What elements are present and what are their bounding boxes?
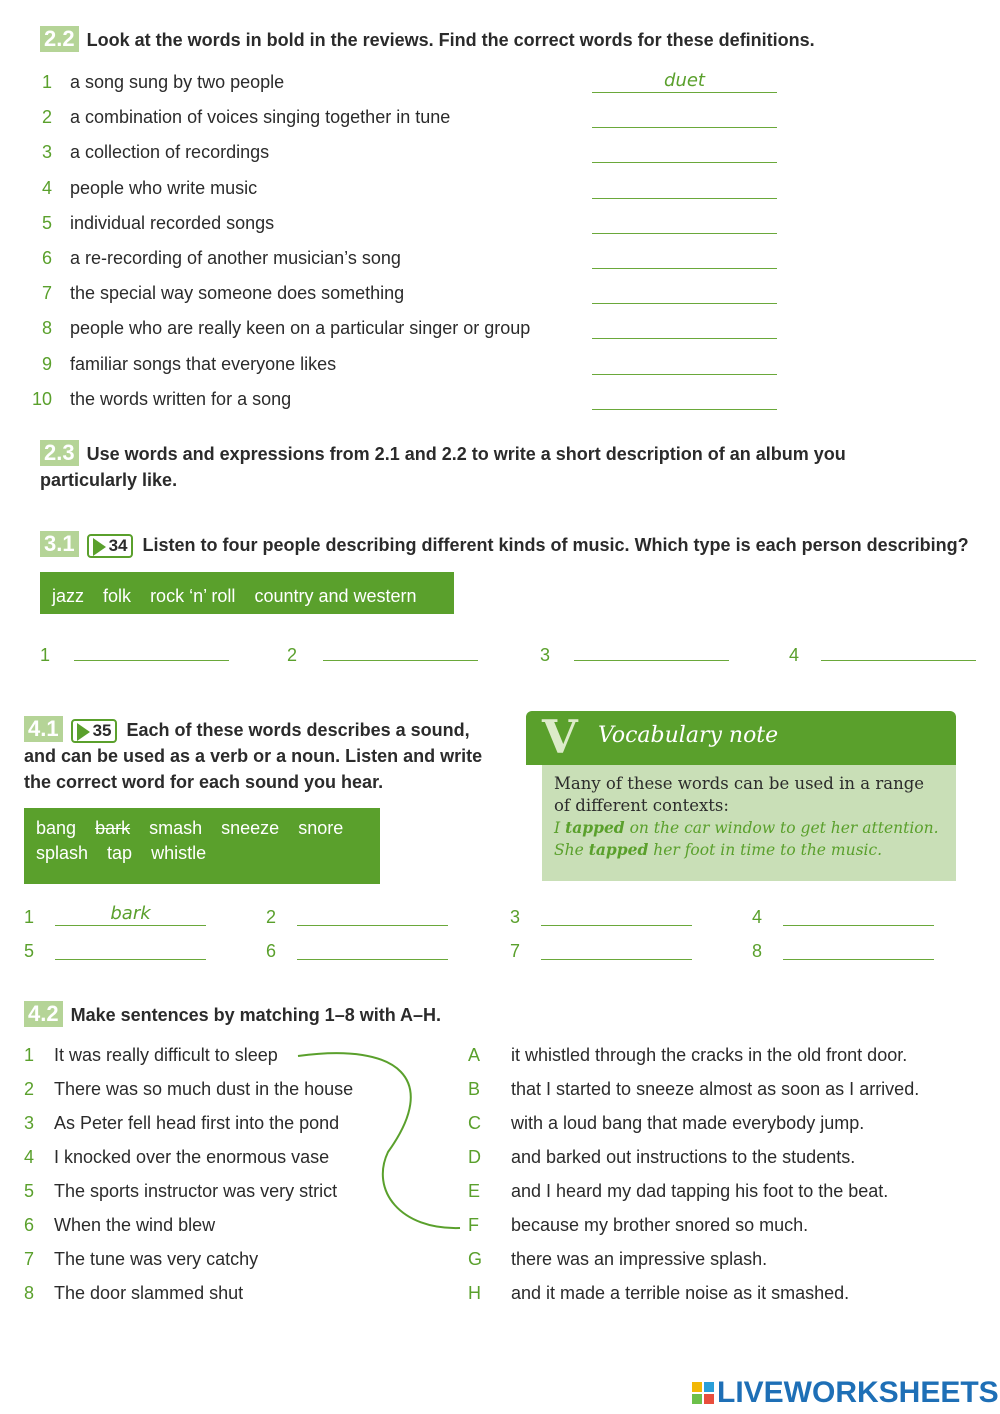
ex41-word: splash	[36, 843, 89, 863]
ex31-blank-4	[789, 645, 976, 666]
ex31-blank-2	[287, 645, 478, 666]
definition-text: a re-recording of another musician’s song	[70, 248, 401, 268]
item-letter: C	[468, 1113, 481, 1133]
blank-number: 2	[266, 907, 277, 927]
match-connector-line	[290, 1040, 470, 1240]
item-letter: G	[468, 1249, 483, 1269]
blank-number: 8	[752, 941, 763, 961]
item-number: 2	[41, 107, 52, 128]
ex41-word: smash	[149, 818, 203, 838]
item-letter: E	[468, 1181, 481, 1201]
vocab-example-text: her foot in time to the music.	[648, 841, 883, 859]
item-number: 8	[41, 318, 52, 339]
definition-row	[28, 283, 404, 304]
item-number: 1	[41, 72, 52, 92]
sentence-start: The tune was very catchy	[54, 1249, 259, 1269]
vocab-note-line2: of different contexts:	[554, 796, 729, 815]
ex22-badge: 2.2	[40, 26, 79, 52]
ex42-instruction: Make sentences by matching 1–8 with A–H.	[70, 1005, 442, 1025]
answer-field[interactable]	[297, 903, 448, 926]
ex23-badge: 2.3	[40, 440, 79, 466]
answer-field[interactable]	[55, 937, 206, 960]
item-number: 9	[41, 353, 52, 374]
vocab-example-text: She	[554, 841, 589, 859]
definition-text: individual recorded songs	[70, 212, 275, 233]
ex41-word-crossed: bark	[95, 818, 131, 838]
vocab-example-bold: tapped	[565, 818, 625, 837]
ex31-badge: 3.1	[40, 531, 79, 557]
answer-field[interactable]	[592, 352, 777, 375]
blank-number: 4	[752, 907, 763, 927]
answer-field[interactable]	[592, 140, 777, 163]
ex41-instruction-line3: the correct word for each sound you hear.	[24, 772, 384, 793]
play-icon	[93, 538, 106, 556]
item-number: 3	[41, 142, 52, 163]
definition-text: the special way someone does something	[70, 283, 405, 304]
answer-field[interactable]	[783, 903, 934, 926]
answer-field[interactable]: bark	[55, 903, 206, 926]
item-number: 7	[24, 1249, 35, 1269]
ex31-audio-button[interactable]	[87, 534, 133, 558]
sentence-end: and it made a terrible noise as it smashed.	[511, 1283, 850, 1303]
item-number: 3	[24, 1113, 35, 1133]
match-right-item	[468, 1045, 907, 1066]
ex22-heading	[40, 26, 815, 53]
ex41-word: bang	[36, 818, 77, 838]
ex41-word-box	[24, 808, 380, 884]
sentence-start: As Peter fell head first into the pond	[54, 1113, 340, 1133]
answer-line[interactable]	[323, 660, 478, 661]
ex41-audio-track: 35	[92, 721, 112, 741]
sentence-end: it whistled through the cracks in the old front door.	[511, 1045, 908, 1065]
answer-field[interactable]	[592, 211, 777, 234]
item-number: 5	[24, 1181, 35, 1201]
ex31-word: country and western	[254, 586, 417, 606]
vocab-note-body	[542, 765, 956, 881]
ex31-word-box	[40, 572, 454, 614]
item-letter: D	[468, 1147, 481, 1167]
vocab-example-text: I	[554, 819, 566, 837]
ex31-heading	[40, 531, 969, 558]
item-number: 10	[31, 388, 52, 409]
answer-field[interactable]	[592, 281, 777, 304]
definition-text: a collection of recordings	[70, 142, 270, 163]
definition-text: a song sung by two people	[70, 72, 285, 92]
definition-row	[28, 318, 530, 339]
sentence-end: and I heard my dad tapping his foot to the beat.	[511, 1181, 889, 1201]
item-number: 1	[24, 1045, 35, 1065]
ex31-blank-3	[540, 645, 729, 666]
definition-text: people who are really keen on a particular singer or group	[70, 318, 531, 339]
item-letter: F	[468, 1215, 479, 1235]
match-left-item	[24, 1045, 278, 1066]
blank-number: 7	[510, 941, 521, 961]
definition-row	[28, 354, 336, 375]
item-number: 4	[41, 177, 52, 198]
definition-row	[28, 389, 291, 410]
ex42-heading	[24, 1001, 441, 1028]
answer-field[interactable]	[592, 316, 777, 339]
ex31-instruction: Listen to four people describing different kinds of music. Which type is each person describing?	[142, 535, 969, 555]
sentence-end: that I started to sneeze almost as soon as I arrived.	[511, 1079, 920, 1099]
ex41-audio-button[interactable]	[71, 719, 117, 743]
sentence-end: and barked out instructions to the students.	[511, 1147, 856, 1167]
vocab-example-2	[554, 839, 956, 861]
sentence-start: When the wind blew	[54, 1215, 216, 1235]
ex41-word: tap	[107, 843, 133, 863]
ex41-word: sneeze	[221, 818, 280, 838]
definition-text: familiar songs that everyone likes	[70, 353, 337, 374]
match-right-item	[468, 1249, 767, 1270]
answer-line[interactable]	[821, 660, 976, 661]
blank-number: 2	[287, 645, 298, 665]
answer-field[interactable]	[541, 903, 692, 926]
vocab-note-header	[526, 711, 956, 765]
match-right-item	[468, 1181, 888, 1202]
definition-text: the words written for a song	[70, 388, 292, 409]
sentence-start: I knocked over the enormous vase	[54, 1147, 330, 1167]
item-letter: H	[468, 1283, 481, 1303]
item-number: 5	[41, 212, 52, 233]
ex41-word: whistle	[151, 843, 207, 863]
blank-number: 1	[40, 645, 51, 665]
vocab-example-bold: tapped	[588, 840, 649, 859]
item-number: 4	[24, 1147, 35, 1167]
blank-number: 5	[24, 941, 35, 961]
blank-number: 6	[266, 941, 277, 961]
definition-row	[28, 213, 274, 234]
answer-field[interactable]	[783, 937, 934, 960]
match-right-item	[468, 1113, 864, 1134]
definition-row	[28, 72, 284, 93]
answer-field[interactable]	[297, 937, 448, 960]
ex41-instruction-line2: and can be used as a verb or a noun. Listen and write	[24, 746, 483, 767]
definition-text: a combination of voices singing together in tune	[70, 107, 451, 128]
item-number: 6	[41, 248, 52, 268]
answer-field[interactable]	[592, 387, 777, 410]
answer-line[interactable]	[74, 660, 229, 661]
sentence-start: There was so much dust in the house	[54, 1079, 354, 1099]
ex31-word: jazz	[52, 586, 85, 606]
ex31-audio-track: 34	[108, 536, 128, 556]
definition-text: people who write music	[70, 177, 258, 198]
sentence-start: The sports instructor was very strict	[54, 1181, 338, 1201]
match-left-item	[24, 1147, 329, 1168]
definition-row	[28, 248, 401, 269]
definition-row	[28, 178, 257, 199]
ex41-heading	[24, 716, 504, 795]
definition-row	[28, 107, 450, 128]
answer-field[interactable]	[592, 176, 777, 199]
answer-field[interactable]: duet	[592, 70, 777, 93]
answer-field[interactable]	[541, 937, 692, 960]
match-right-item	[468, 1215, 808, 1236]
match-right-item	[468, 1147, 855, 1168]
blank-number: 3	[540, 645, 551, 665]
vocab-example-text: on the car window to get her attention.	[624, 819, 939, 837]
item-number: 2	[24, 1079, 35, 1099]
answer-field[interactable]	[592, 105, 777, 128]
definition-row	[28, 142, 269, 163]
match-right-item	[468, 1079, 919, 1100]
answer-field[interactable]	[592, 246, 777, 269]
item-letter: A	[468, 1045, 481, 1065]
sentence-end: with a loud bang that made everybody jump.	[511, 1113, 865, 1133]
ex23-instruction-line1: Use words and expressions from 2.1 and 2.2 to write a short description of an album you	[86, 444, 846, 464]
liveworksheets-logo	[692, 1376, 999, 1410]
ex31-word: rock ‘n’ roll	[150, 586, 236, 606]
match-left-item	[24, 1215, 215, 1236]
sentence-start: The door slammed shut	[54, 1283, 244, 1303]
ex23-instruction-line2: particularly like.	[40, 470, 178, 490]
blank-number: 4	[789, 645, 800, 665]
vocab-example-1	[554, 817, 956, 839]
play-icon	[77, 723, 90, 741]
answer-line[interactable]	[574, 660, 729, 661]
logo-grid-icon	[692, 1382, 714, 1404]
item-number: 8	[24, 1283, 35, 1303]
sentence-end: there was an impressive splash.	[511, 1249, 768, 1269]
ex31-word: folk	[103, 586, 132, 606]
match-right-item	[468, 1283, 849, 1304]
vocab-note-line1: Many of these words can be used in a range	[554, 774, 925, 793]
ex22-instruction: Look at the words in bold in the reviews. Find the correct words for these definitions.	[86, 30, 815, 50]
ex41-badge: 4.1	[24, 716, 63, 742]
vocab-v-icon: V	[542, 710, 578, 764]
blank-number: 3	[510, 907, 521, 927]
blank-number: 1	[24, 907, 35, 927]
ex31-blank-1	[40, 645, 229, 666]
ex41-word: snore	[298, 818, 344, 838]
ex42-badge: 4.2	[24, 1001, 63, 1027]
match-left-item	[24, 1249, 258, 1270]
item-number: 6	[24, 1215, 35, 1235]
match-left-item	[24, 1283, 243, 1304]
sentence-start: It was really difficult to sleep	[54, 1045, 278, 1065]
ex41-instruction-line1: Each of these words describes a sound,	[126, 720, 470, 740]
logo-text: LIVEWORKSHEETS	[717, 1376, 999, 1409]
item-number: 7	[41, 283, 52, 304]
vocab-note-title: Vocabulary note	[598, 723, 779, 748]
item-letter: B	[468, 1079, 481, 1099]
ex23-heading	[40, 440, 940, 493]
sentence-end: because my brother snored so much.	[511, 1215, 809, 1235]
